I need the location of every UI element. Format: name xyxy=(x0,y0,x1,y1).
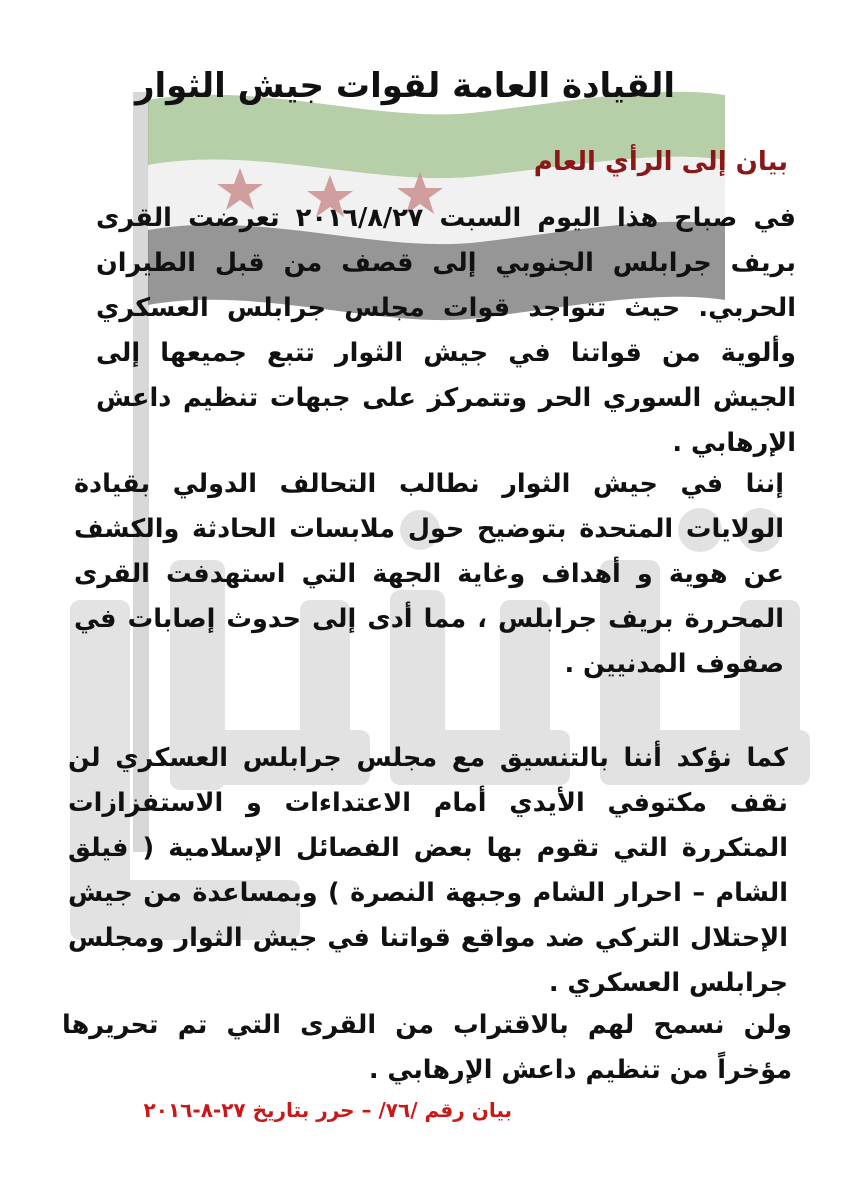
statement-footer: بيان رقم /٧٦/ – حرر بتاريخ ٢٧-٨-٢٠١٦ xyxy=(143,1098,512,1122)
document-subtitle: بيان إلى الرأي العام xyxy=(533,147,788,177)
paragraph-3: كما نؤكد أننا بالتنسيق مع مجلس جرابلس العسكري لن نقف مكتوفي الأيدي أمام الاعتداءات و الاستفزازات المتكررة التي تقوم بها بعض الفصائل الإسلامية ( فيلق الشام – احرار الشام وجبهة النصرة ) وبمساعدة من جيش الإحتلال التركي ضد مواقع قواتنا في جيش الثوار ومجلس جرابلس العسكري . xyxy=(68,743,788,998)
paragraph-1: في صباح هذا اليوم السبت ٢٠١٦/٨/٢٧ تعرضت القرى بريف جرابلس الجنوبي إلى قصف من قبل الطيران الحربي. حيث تتواجد قوات مجلس جرابلس العسكري وألوية من قواتنا في جيش الثوار تتبع جميعها إلى الجيش السوري الحر وتتمركز على جبهات تنظيم داعش الإرهابي . xyxy=(96,203,796,458)
paragraph-4: ولن نسمح لهم بالاقتراب من القرى التي تم تحريرها مؤخراً من تنظيم داعش الإرهابي . xyxy=(62,1010,792,1085)
paragraph-2: إننا في جيش الثوار نطالب التحالف الدولي بقيادة الولايات المتحدة بتوضيح حول ملابسات الحادثة والكشف عن هوية و أهداف وغاية الجهة التي استهدفت القرى المحررة بريف جرابلس ، مما أدى إلى حدوث إصابات في صفوف المدنيين . xyxy=(74,469,784,679)
document-title: القيادة العامة لقوات جيش الثوار xyxy=(134,66,676,106)
